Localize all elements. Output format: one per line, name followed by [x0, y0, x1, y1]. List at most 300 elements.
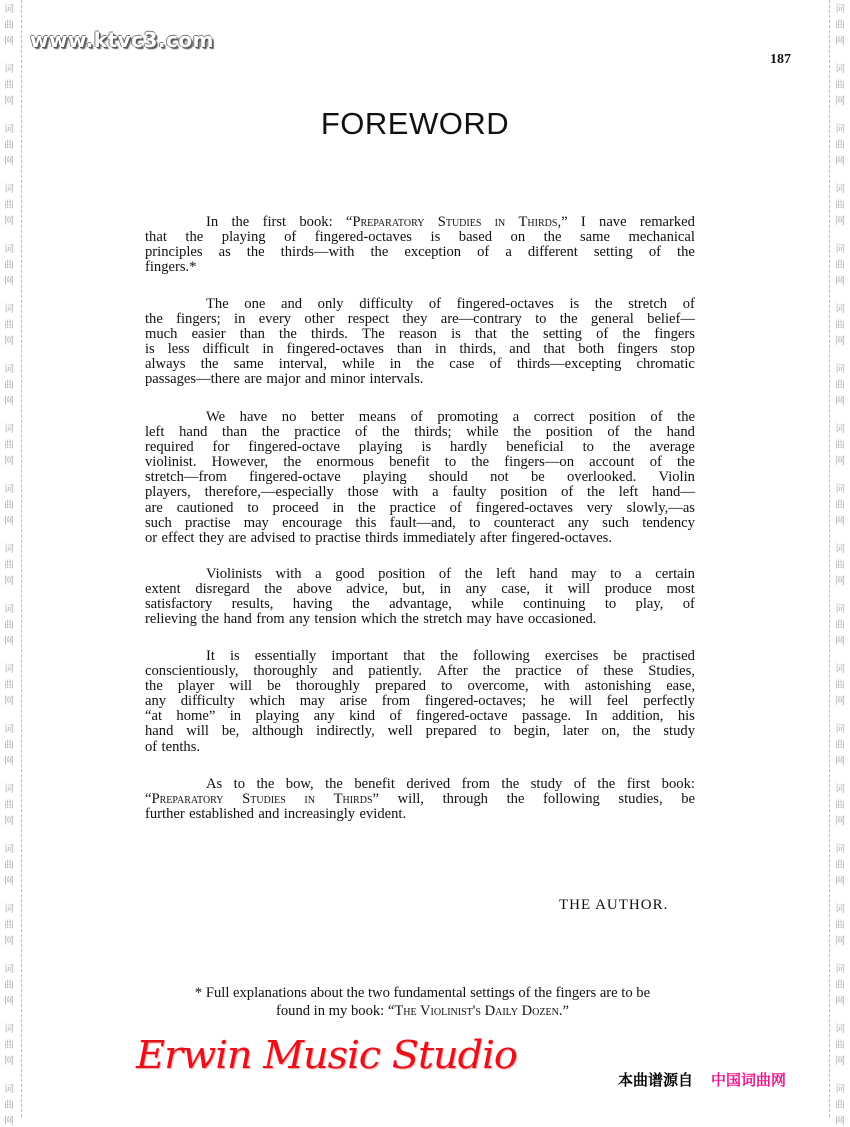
word: overlooked. — [566, 469, 637, 486]
word: to — [469, 514, 481, 531]
word: left — [496, 566, 516, 582]
word: most — [666, 581, 695, 598]
word: one — [244, 296, 266, 312]
word: violinist. — [145, 454, 197, 471]
word: a — [505, 244, 512, 261]
word: to — [441, 678, 453, 695]
word: are — [244, 371, 263, 388]
word: than — [222, 424, 248, 441]
page-number: 187 — [770, 52, 791, 67]
watermark-char: 词 — [4, 904, 14, 915]
word: indirectly, — [316, 723, 375, 740]
text-line — [145, 649, 695, 664]
word: any — [567, 514, 589, 531]
text-line — [145, 470, 695, 485]
word: he — [540, 693, 555, 710]
watermark-char: 网 — [835, 876, 845, 887]
word: player — [177, 678, 215, 695]
word: practise — [315, 529, 361, 546]
watermark-char: 曲 — [4, 260, 14, 271]
word: continuing — [523, 596, 586, 613]
watermark-char: 词 — [4, 1084, 14, 1095]
word: The — [362, 326, 385, 343]
word: mechanical — [628, 229, 695, 246]
word: of — [561, 484, 574, 501]
word: be — [613, 648, 628, 664]
word: the — [587, 484, 605, 501]
word: advised — [250, 529, 296, 546]
word: stop — [670, 341, 695, 358]
watermark-char: 词 — [4, 1024, 14, 1035]
word: this — [355, 514, 377, 531]
word: the — [677, 409, 695, 425]
word: from — [381, 693, 411, 710]
word: be — [681, 791, 695, 808]
word: of — [489, 356, 502, 373]
word: the — [482, 663, 501, 680]
watermark-char: 网 — [835, 516, 845, 527]
word: the — [145, 311, 163, 328]
site-watermark: www.ktvc3.com — [30, 28, 214, 52]
word: chromatic — [636, 356, 695, 373]
word: to — [299, 529, 311, 546]
word: stretch — [628, 296, 668, 312]
word: with — [275, 566, 302, 582]
word: a — [635, 566, 642, 582]
word: the — [612, 439, 631, 456]
word: in — [304, 791, 315, 808]
word: any — [288, 611, 311, 628]
word: fingered-octave — [249, 469, 341, 486]
word: while — [471, 596, 504, 613]
word: hand — [145, 723, 174, 740]
word: The — [206, 296, 229, 312]
word: thirds — [365, 529, 399, 546]
word: the — [513, 424, 532, 441]
word: of — [596, 326, 609, 343]
watermark-char: 词 — [4, 784, 14, 795]
word: of — [410, 409, 423, 425]
word: of — [682, 596, 695, 613]
footnote-text: .” — [558, 1003, 569, 1019]
watermark-char: 网 — [4, 516, 14, 527]
word: major — [266, 371, 301, 388]
word: the — [632, 723, 651, 740]
watermark-char: 词 — [4, 424, 14, 435]
word: the — [279, 326, 297, 343]
word: hand— — [651, 484, 695, 501]
watermark-char: 曲 — [835, 680, 845, 691]
word: astonishing — [584, 678, 652, 695]
word: be — [267, 678, 281, 695]
text-line — [145, 740, 695, 755]
word: or — [145, 529, 158, 546]
word: relieving — [145, 611, 197, 628]
word: it — [544, 581, 553, 598]
footnote-line-1: * Full explanations about the two fundamental settings of the fingers are to be — [194, 985, 651, 1001]
paragraph — [145, 567, 695, 627]
word: the — [231, 214, 250, 230]
word: increasingly — [283, 806, 356, 823]
word: case, — [501, 581, 531, 598]
word: After — [436, 663, 468, 680]
watermark-char: 曲 — [4, 920, 14, 931]
word: hand — [179, 424, 208, 441]
paragraph — [145, 215, 695, 275]
word: fingers.* — [145, 259, 197, 276]
word: following — [543, 791, 600, 808]
watermark-char: 曲 — [4, 20, 14, 31]
text-line — [145, 215, 695, 230]
watermark-char: 词 — [835, 964, 845, 975]
text-line — [145, 792, 695, 807]
watermark-char: 曲 — [835, 20, 845, 31]
watermark-char: 网 — [4, 156, 14, 167]
watermark-char: 词 — [835, 364, 845, 375]
word: practice — [389, 499, 436, 516]
word: are — [145, 499, 163, 516]
watermark-char: 词 — [4, 964, 14, 975]
paragraph — [145, 649, 695, 755]
text-line — [145, 597, 695, 612]
word: based — [458, 229, 492, 246]
watermark-char: 网 — [4, 216, 14, 227]
word: fault—and, — [389, 514, 456, 531]
word: therefore,—especially — [204, 484, 334, 501]
text-line — [145, 777, 695, 792]
word: fingered-octaves. — [511, 529, 613, 546]
word: through — [442, 791, 488, 808]
word: However, — [211, 454, 269, 471]
word: benefit — [389, 454, 430, 471]
word: “Preparatory — [145, 791, 224, 808]
word: Thirds,” — [518, 214, 568, 230]
word: is — [569, 296, 580, 312]
word: In — [206, 214, 219, 230]
watermark-char: 词 — [835, 484, 845, 495]
word: fingered-octaves — [475, 499, 573, 516]
watermark-char: 曲 — [835, 800, 845, 811]
word: will — [229, 678, 253, 695]
watermark-char: 词 — [4, 244, 14, 255]
text-line — [145, 410, 695, 425]
word: have — [496, 611, 524, 628]
word: same — [233, 356, 264, 373]
word: position — [500, 484, 548, 501]
watermark-char: 词 — [835, 544, 845, 555]
watermark-char: 网 — [835, 396, 845, 407]
watermark-char: 网 — [4, 96, 14, 107]
word: results, — [231, 596, 274, 613]
watermark-char: 词 — [4, 364, 14, 375]
watermark-char: 网 — [4, 636, 14, 647]
watermark-char: 曲 — [4, 800, 14, 811]
word: hand — [666, 424, 695, 441]
word: position — [588, 409, 636, 425]
watermark-char: 词 — [835, 424, 845, 435]
word: any — [465, 581, 487, 598]
word: such — [145, 514, 172, 531]
word: established — [189, 806, 254, 823]
text-line — [145, 612, 695, 627]
word: always — [145, 356, 186, 373]
word: respect — [347, 311, 390, 328]
word: the — [464, 566, 483, 582]
watermark-char: 网 — [4, 276, 14, 287]
book-title: The Violinist's Daily Dozen — [394, 1003, 559, 1019]
watermark-char: 网 — [4, 396, 14, 407]
word: of — [649, 454, 662, 471]
watermark-char: 曲 — [4, 320, 14, 331]
watermark-char: 词 — [835, 724, 845, 735]
word: home” — [176, 708, 216, 725]
word: correct — [533, 409, 575, 425]
watermark-char: 词 — [835, 1024, 845, 1035]
studio-logo: Erwin Music Studio — [136, 1033, 517, 1077]
word: Violin — [658, 469, 695, 486]
word: position — [545, 424, 593, 441]
source-credit — [618, 1069, 786, 1090]
word: on, — [601, 723, 620, 740]
word: any — [145, 693, 167, 710]
word: of — [682, 296, 695, 312]
footnote-line-2 — [145, 1002, 700, 1020]
word: prepared — [425, 723, 477, 740]
word: no — [281, 409, 297, 425]
word: but, — [402, 581, 425, 598]
word: that — [543, 341, 566, 358]
word: thirds—with — [280, 244, 355, 261]
word: hand — [223, 611, 252, 628]
watermark-char: 网 — [4, 456, 14, 467]
watermark-char: 网 — [4, 936, 14, 947]
watermark-char: 网 — [835, 1056, 845, 1067]
word: the — [401, 611, 419, 628]
word: the — [677, 244, 695, 261]
watermark-char: 词 — [835, 904, 845, 915]
author-signature: THE AUTHOR. — [559, 897, 669, 913]
word: case — [449, 356, 475, 373]
watermark-char: 网 — [835, 1116, 845, 1127]
watermark-char: 词 — [4, 304, 14, 315]
word: promoting — [437, 409, 499, 425]
word: and — [332, 663, 354, 680]
text-line — [145, 664, 695, 679]
word: position — [378, 566, 426, 582]
word: ease, — [666, 678, 695, 695]
word: of — [477, 244, 490, 261]
watermark-char: 网 — [835, 576, 845, 587]
word: be — [530, 469, 545, 486]
word: fingers — [654, 326, 695, 343]
watermark-char: 网 — [835, 276, 845, 287]
word: derived — [406, 776, 451, 792]
watermark-char: 词 — [4, 724, 14, 735]
word: the — [506, 791, 525, 808]
text-line — [145, 679, 695, 694]
word: same — [579, 229, 610, 246]
text-line — [145, 567, 695, 582]
word: certain — [655, 566, 695, 582]
word: tendency — [642, 514, 695, 531]
word: nave — [599, 214, 627, 230]
text-line — [145, 501, 695, 516]
watermark-char: 曲 — [4, 620, 14, 631]
word: the — [246, 244, 265, 261]
watermark-char: 网 — [835, 156, 845, 167]
right-margin-line — [829, 0, 830, 1117]
word: fingered-octave — [416, 708, 508, 725]
watermark-char: 网 — [835, 336, 845, 347]
word: only — [317, 296, 344, 312]
word: overcome, — [467, 678, 529, 695]
text-line — [145, 516, 695, 531]
word: may — [571, 566, 597, 582]
word: extent — [145, 581, 181, 598]
word: the — [416, 356, 435, 373]
word: the — [440, 648, 458, 664]
word: a — [432, 484, 439, 501]
word: cautioned — [176, 499, 234, 516]
word: the — [594, 296, 613, 312]
watermark-char: 曲 — [4, 680, 14, 691]
word: the — [677, 454, 695, 471]
word: thirds, — [459, 341, 497, 358]
word: a — [315, 566, 322, 582]
watermark-char: 曲 — [835, 200, 845, 211]
word: Thirds” — [333, 791, 379, 808]
word: of — [607, 424, 620, 441]
word: be, — [221, 723, 240, 740]
word: hand — [529, 566, 558, 582]
watermark-char: 网 — [835, 996, 845, 1007]
word: in — [494, 214, 506, 230]
word: essentially — [254, 648, 317, 664]
word: to — [444, 454, 457, 471]
word: having — [292, 596, 333, 613]
word: the — [370, 244, 389, 261]
word: easier — [191, 326, 226, 343]
page-title: FOREWORD — [320, 106, 510, 141]
word: practised — [642, 648, 695, 664]
word: study — [663, 723, 695, 740]
word: with — [392, 484, 419, 501]
word: the — [543, 229, 562, 246]
watermark-char: 网 — [4, 36, 14, 47]
word: fingers—on — [504, 454, 575, 471]
word: begin, — [513, 723, 550, 740]
word: perfectly — [643, 693, 695, 710]
word: exercises — [544, 648, 599, 664]
word: thirds—excepting — [516, 356, 622, 373]
word: the — [201, 611, 220, 628]
watermark-char: 网 — [4, 756, 14, 767]
word: while — [342, 356, 375, 373]
word: better — [310, 409, 345, 425]
watermark-char: 网 — [4, 576, 14, 587]
watermark-char: 曲 — [4, 740, 14, 751]
word: occasioned. — [527, 611, 597, 628]
source-site-link[interactable]: 中国词曲网 — [711, 1071, 787, 1089]
word: will — [569, 693, 592, 710]
text-line — [145, 425, 695, 440]
word: the — [559, 311, 578, 328]
word: book: — [299, 214, 333, 230]
watermark-char: 曲 — [4, 980, 14, 991]
word: they — [402, 311, 428, 328]
word: is — [145, 341, 155, 358]
word: practice — [515, 663, 562, 680]
watermark-char: 曲 — [835, 1040, 845, 1051]
word: those — [347, 484, 379, 501]
text-line — [145, 531, 695, 546]
word: from — [256, 611, 285, 628]
text-line — [145, 245, 695, 260]
word: produce — [604, 581, 652, 598]
watermark-char: 网 — [4, 1056, 14, 1067]
word: Studies, — [648, 663, 695, 680]
word: passage. — [521, 708, 571, 725]
word: they — [198, 529, 225, 546]
word: patiently. — [368, 663, 423, 680]
word: in — [332, 499, 344, 516]
word: the — [261, 424, 280, 441]
watermark-char: 曲 — [835, 620, 845, 631]
word: practise — [185, 514, 231, 531]
word: tenths. — [161, 738, 201, 755]
word: should — [428, 469, 468, 486]
word: arise — [339, 693, 368, 710]
watermark-char: 曲 — [835, 440, 845, 451]
word: left — [145, 424, 165, 441]
word: in — [234, 311, 246, 328]
word: both — [578, 341, 605, 358]
word: the — [256, 776, 275, 792]
watermark-char: 网 — [4, 996, 14, 1007]
word: of — [648, 244, 661, 261]
word: reason — [398, 326, 437, 343]
word: different — [527, 244, 578, 261]
paragraph — [145, 297, 695, 388]
word: in — [389, 356, 402, 373]
word: to — [535, 311, 547, 328]
watermark-char: 词 — [4, 124, 14, 135]
source-label: 本曲谱源自 — [618, 1071, 694, 1089]
word: other — [304, 311, 335, 328]
word: with — [543, 678, 570, 695]
word: to — [582, 439, 594, 456]
word: the — [145, 678, 163, 695]
paragraph — [145, 410, 695, 546]
word: interval, — [278, 356, 328, 373]
word: not — [490, 469, 509, 486]
word: proceed — [272, 499, 319, 516]
word: thirds. — [311, 326, 348, 343]
watermark-char: 曲 — [4, 500, 14, 511]
text-line — [145, 582, 695, 597]
word: of — [145, 738, 158, 755]
word: bow, — [285, 776, 314, 792]
watermark-char: 曲 — [4, 1040, 14, 1051]
watermark-char: 词 — [4, 484, 14, 495]
footnote-text: found in my book: “ — [275, 1003, 395, 1019]
watermark-char: 网 — [835, 456, 845, 467]
word: exception — [404, 244, 462, 261]
watermark-char: 词 — [4, 184, 14, 195]
word: fingered-octaves — [314, 229, 412, 246]
watermark-char: 曲 — [4, 140, 14, 151]
word: of — [449, 499, 462, 516]
